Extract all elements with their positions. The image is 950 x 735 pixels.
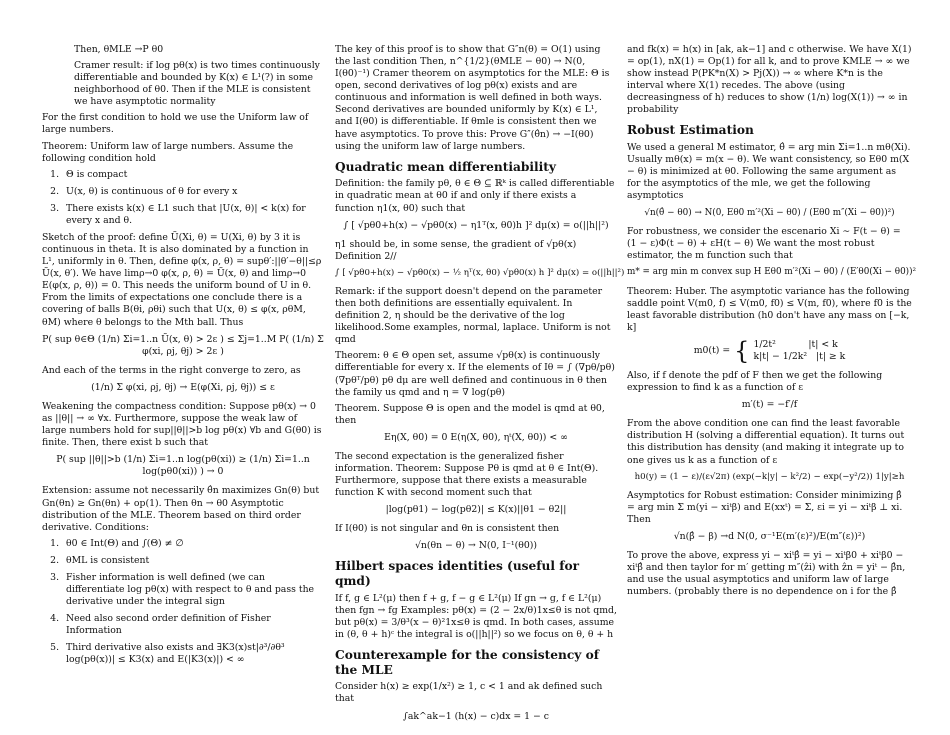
column-2 bbox=[335, 44, 625, 730]
contamination-scenario-paragraph: For robustness, we consider the escenario Xi ∼ F(t − θ) = (1 − ε)Φ(t − θ) + εH(t − θ) We want the most robust estimator, the m function such that bbox=[627, 225, 901, 262]
huber-lhs: m0(t) = bbox=[693, 344, 731, 356]
ulln-theorem-statement: Theorem: Uniform law of large numbers. Assume the following condition hold bbox=[42, 140, 294, 164]
list-item: 2. U(x, θ) is continuous of θ for every x bbox=[62, 186, 324, 198]
phi-limit-equation: (1/n) Σ φ(xi, ρj, θj) → E(φ(Xi, ρj, θj)) ≤ ε bbox=[91, 381, 275, 393]
hilbert-identities-paragraph: If f, g ∈ L²(μ) then f + g, f − g ∈ L²(μ) If gn → g, f ∈ L²(μ) then fgn → fg Examples: pθ(x) = (2 − 2x/θ)1x≤θ is not qmd, but pθ(x) = 3/θ³(x − θ)²1x≤θ is qmd. In both cases, assume in (θ, θ + h)ᶜ the integral is o(||h||²) so we focus on θ, θ + h bbox=[335, 592, 617, 640]
huber-piecewise-equation bbox=[627, 336, 912, 365]
first-condition-paragraph: For the first condition to hold we use the Uniform law of large numbers. bbox=[42, 112, 309, 136]
most-robust-estimator-equation: m* = arg min m convex sup H Eθ0 m′²(Xi − θ0) / (E′θ0(Xi − θ0))² bbox=[627, 267, 917, 278]
support-remark-paragraph: Remark: if the support doesn't depend on the parameter then both definitions are essentially equivalent. In definition 2, η should be the derivative of the log likelihood.Some examples, normal, laplace. Uniform is not qmd bbox=[335, 285, 611, 346]
m-estimator-paragraph: We used a general M estimator, θ̂ = arg min Σi=1..n mθ(Xi). Usually mθ(x) = m(x − θ). We want consistency, so Eθ0 m(X − θ) is minimized at θ0. Following the same argument as for the asymptotics of the mle, we get the following asymptotics bbox=[627, 142, 911, 202]
column-1 bbox=[42, 44, 324, 671]
section-heading-hilbert: Hilbert spaces identities (useful for qmd) bbox=[335, 559, 580, 589]
list-item: 2. θML is consistent bbox=[62, 555, 324, 567]
weakening-compactness-paragraph: Weakening the compactness condition: Suppose pθ(x) → 0 as ||θ|| → ∞ ∀x. Furthermore, suppose the weak law of large numbers hold for sup||θ||>b log pθ(x) ∀b and G(θ0) is finite. Then, there exist b such that bbox=[42, 400, 322, 449]
counterexample-integral-equation: ∫ak^ak−1 (h(x) − c)dx = 1 − c bbox=[402, 710, 549, 722]
qmd-definition-1-equation: ∫ [ √pθ0+h(x) − √pθ0(x) − η1ᵀ(x, θ0)h ]² dμ(x) = o(||h||²) bbox=[343, 219, 609, 231]
huber-cases bbox=[753, 339, 845, 363]
robust-regression-asymptotics-equation: √n(β̂ − β) →d N(0, σ⁻¹E(m′(ε)²)/E(m″(ε))²) bbox=[673, 531, 866, 542]
lipschitz-equation: |log(pθ1) − log(pθ2)| ≤ K(x)||θ1 − θ2|| bbox=[385, 504, 567, 516]
pdf-expression-paragraph: Also, if f denote the pdf of F then we get the following expression to find k as a function of ε bbox=[627, 370, 883, 394]
cramer-result-paragraph: Cramer result: if log pθ(x) is two times continuously differentiable and bounded by K(x) ∈ L¹(?) in some neighborhood of θ0. Then if the MLE is consistent we have asymptotic normality bbox=[74, 60, 320, 108]
gradient-remark: η1 should be, in some sense, the gradient of √pθ(x) Definition 2// bbox=[335, 238, 577, 262]
column-3 bbox=[627, 44, 917, 602]
sup-probability-equation: P( sup θ∈Θ (1/n) Σi=1..n Ũ(x, θ) > 2ε ) ≤ Σj=1..M P( (1/n) Σ φ(xi, ρj, θj) > 2ε ) bbox=[42, 333, 324, 357]
mle-convergence-line: Then, θMLE →P θ0 bbox=[74, 44, 164, 55]
section-heading-counterexample: Counterexample for the consistency of the MLE bbox=[335, 648, 599, 677]
extension-paragraph: Extension: assume not necessarily θ̂n maximizes Gn(θ) but Gn(θn) ≥ Gn(θn) + op(1). Then θn → θ0 Asymptotic distribution of the MLE. Theorem based on third order derivative. Conditions: bbox=[42, 485, 320, 533]
counterexample-paragraph: Consider h(x) ≥ exp(1/x²) ≥ 1, c < 1 and ak defined such that bbox=[335, 681, 603, 705]
list-item: 5. Third derivative also exists and ∃K3(x)st|∂³/∂θ³ log(pθ(x))| ≤ K3(x) and E(|K3(x)|) < ∞ bbox=[62, 642, 324, 666]
list-item: 4. Need also second order definition of Fisher Information bbox=[62, 613, 324, 637]
taylor-proof-paragraph: To prove the above, express yi − xiᵗβ̂ = yi − xiᵗβ0 + xiᵗβ0 − xiᵗβ̂ and then taylor for m′ getting m″(ẑi) with ẑn = yiᵗ − β̂n, and use the usual asymptotics and uniform law of large numbers. (probably there is no dependence on i for the β̂ bbox=[627, 550, 906, 598]
huber-case-1: 1/2t² |t| < k bbox=[753, 338, 838, 350]
proof-sketch-paragraph: Sketch of the proof: define Ũ(Xi, θ) = U(Xi, θ) by 3 it is continuous in theta. It is also dominated by a function in L¹, uniformly in θ. Then, define φ(x, ρ, θ) = supθ′:||θ′−θ||≤ρ Ũ(x, θ′). We have limρ→0 φ(x, ρ, θ) = Ũ(x, θ) and limρ→0 E(φ(x, ρ, θ)) = 0. This needs the uniform bound of U in θ. From the limits of expectations one conclude there is a covering of balls B(θi, ρθi) such that U(x, θ) ≤ φ(x, ρθM, θM) where θ belongs to the Mth ball. Thus bbox=[42, 232, 322, 328]
robust-regression-paragraph: Asymptotics for Robust estimation: Consider minimizing β̂ = arg min Σ m(yi − xiᵗβ) and E(xxᵗ) = Σ, εi = yi − xiᵗβ ⊥ xi. Then bbox=[627, 489, 903, 525]
generalized-fisher-paragraph: The second expectation is the generalized fisher information. Theorem: Suppose Pθ is qmd at θ ∈ Int(Θ). Furthermore, suppose that there exists a measurable function K with second moment such that bbox=[335, 450, 599, 499]
nonsingular-paragraph: If I(θ0) is not singular and θn is consistent then bbox=[335, 523, 560, 535]
left-brace-icon: { bbox=[734, 336, 750, 365]
section-heading-robust: Robust Estimation bbox=[627, 123, 754, 138]
list-item: 1. Θ is compact bbox=[62, 169, 324, 181]
section-heading-qmd: Quadratic mean differentiability bbox=[335, 159, 557, 174]
least-favorable-paragraph: From the above condition one can find the least favorable distribution H (solving a differential equation). It turns out this distribution has density (and making it integrate up to one gives us k as a function of ε bbox=[627, 418, 905, 466]
ulln-conditions-list bbox=[42, 169, 324, 227]
asymptotic-normality-equation: √n(θn − θ) → N(0, I⁻¹(θ0)) bbox=[414, 540, 538, 552]
open-set-theorem-paragraph: Theorem. Suppose Θ is open and the model is qmd at θ0, then bbox=[335, 402, 605, 426]
score-ratio-equation: m′(t) = −f′/f bbox=[741, 399, 798, 411]
list-item: 3. Fisher information is well defined (we can differentiate log pθ(x) with respect to θ and pass the derivative under the integral sign bbox=[62, 572, 324, 608]
list-item: 1. θ0 ∈ Int(Θ) and ∫(Θ) ≠ ∅ bbox=[62, 538, 324, 550]
score-moments-equation: Eη(X, θ0) = 0 E(η(X, θ0), ηᵗ(X, θ0)) < ∞ bbox=[384, 431, 568, 443]
qmd-definition-paragraph: Definition: the family pθ, θ ∈ Θ ⊆ ℝᵏ is called differentiable in quadratic mean at θ0 if and only if there exists a function η1(x, θ0) such that bbox=[335, 178, 615, 214]
least-favorable-density-equation: h0(y) = (1 − ε)/(ε√2π) (exp(−k|y| − k²/2) − exp(−y²/2)) 1|y|≥h bbox=[634, 471, 905, 482]
huber-theorem-paragraph: Theorem: Huber. The asymptotic variance has the following saddle point V(m0, f) ≤ V(m0, f0) ≤ V(m, f0), where f0 is the least favorable distribution (h0 don't have any mass on [−k, k] bbox=[627, 285, 912, 333]
mle-conditions-list bbox=[42, 538, 324, 667]
continuity-theorem-paragraph: Theorem: θ ∈ Θ open set, assume √pθ(x) is continuously differentiable for every x. If the elements of Iθ = ∫ (∇pθ/pθ)(∇pθᵀ/pθ) pθ dμ are well defined and continuous in θ then the family us qmd and η = ∇ log(pθ) bbox=[335, 350, 615, 398]
key-proof-paragraph: The key of this proof is to show that G″n(θ) = O(1) using the last condition Then, n^{1/2}(θMLE − θ0) → N(0, I(θ0)⁻¹) Cramer theorem on asymptotics for the MLE: Θ is open, second derivatives of log pθ(x) exists and are continuous and information is well defined in both ways. Second derivatives are bounded uniformly by K(x) ∈ L¹, and I(θ0) is differentiable. If θmle is consistent then we have asymptotics. To prove this: Prove G″(θ̂n) → −I(θ0) using the uniform law of large numbers. bbox=[335, 44, 610, 152]
terms-converge-paragraph: And each of the terms in the right converge to zero, as bbox=[42, 364, 301, 376]
qmd-definition-2-equation: ∫ [ √pθ0+h(x) − √pθ0(x) − ½ ηᵀ(x, θ0) √pθ0(x) h ]² dμ(x) = o(||h||²) bbox=[335, 267, 625, 278]
m-estimator-asymptotics-equation: √n(θ̂ − θ0) → N(0, Eθ0 m′²(Xi − θ0) / (Eθ0 m″(Xi − θ0))²) bbox=[644, 207, 895, 218]
huber-case-2: k|t| − 1/2k² |t| ≥ k bbox=[753, 350, 846, 362]
weakening-probability-equation: P( sup ||θ||>b (1/n) Σi=1..n log(pθ(xi)) ≥ (1/n) Σi=1..n log(pθ0(xi)) ) → 0 bbox=[56, 454, 310, 478]
fk-definition-paragraph: and fk(x) = h(x) in [ak, ak−1] and c otherwise. We have X(1) = op(1), nX(1) = Op(1) for all k, and to prove KMLE → ∞ we show instead P(PK*n(X) > Pj(X)) → ∞ where K*n is the interval where X(1) recedes. The above (using decreasingness of h) reduces to show (1/n) log(X(1)) → ∞ in probability bbox=[627, 44, 912, 116]
list-item: 3. There exists k(x) ∈ L1 such that |U(x, θ)| < k(x) for every x and θ. bbox=[62, 203, 324, 227]
